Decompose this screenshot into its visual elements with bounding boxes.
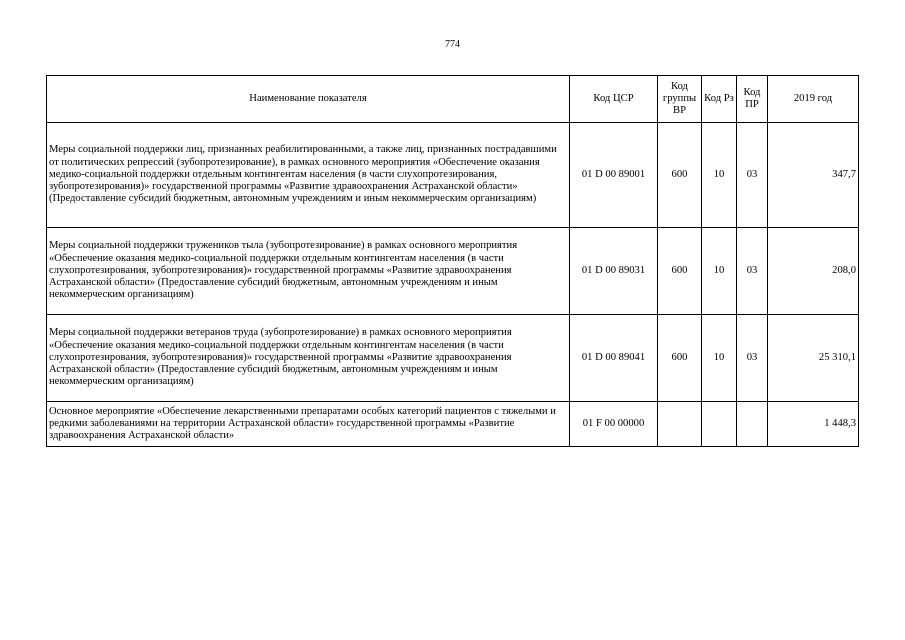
amount-cell: 347,7 (768, 123, 859, 228)
amount-cell: 25 310,1 (768, 315, 859, 402)
indicator-name-cell: Меры социальной поддержки тружеников тыла (зубопротезирование) в рамках основного мероприятия «Обеспечение оказания медико-социальной поддержки отдельным контингентам населения (в части слухопротезирования, зубопротезирования)» государственной программы «Развитие здравоохранения Астраханской области» (Предоставление субсидий бюджетным, автономным учреждениям и иным некоммерческим организациям) (47, 228, 570, 315)
indicator-name-cell: Основное мероприятие «Обеспечение лекарственными препаратами особых категорий пациентов с тяжелыми и редкими заболеваниями на территории Астраханской области» государственной программы «Развитие здравоохранения Астраханской области» (47, 402, 570, 447)
csr-code-cell: 01 D 00 89001 (570, 123, 658, 228)
table-row (47, 228, 859, 315)
header-indicator-name: Наименование показателя (47, 76, 570, 123)
header-pr-code: Код ПР (737, 76, 768, 123)
amount-cell: 208,0 (768, 228, 859, 315)
header-vr-code: Код группы ВР (658, 76, 702, 123)
budget-table (46, 75, 859, 447)
csr-code-cell: 01 D 00 89031 (570, 228, 658, 315)
vr-code-cell (658, 402, 702, 447)
table-row (47, 315, 859, 402)
vr-code-cell: 600 (658, 228, 702, 315)
table-row (47, 123, 859, 228)
vr-code-cell: 600 (658, 123, 702, 228)
indicator-name-cell: Меры социальной поддержки лиц, признанных реабилитированными, а также лиц, признанных пострадавшими от политических репрессий (зубопротезирование), в рамках основного мероприятия «Обеспечение оказания медико-социальной поддержки отдельным контингентам населения (в части слухопротезирования, зубопротезирования)» государственной программы «Развитие здравоохранения Астраханской области» (Предоставление субсидий бюджетным, автономным учреждениям и иным некоммерческим организациям) (47, 123, 570, 228)
header-year-2019: 2019 год (768, 76, 859, 123)
rz-code-cell (702, 402, 737, 447)
page-number: 774 (445, 39, 460, 50)
table-row (47, 402, 859, 447)
csr-code-cell: 01 F 00 00000 (570, 402, 658, 447)
amount-cell: 1 448,3 (768, 402, 859, 447)
rz-code-cell: 10 (702, 315, 737, 402)
pr-code-cell (737, 402, 768, 447)
pr-code-cell: 03 (737, 315, 768, 402)
rz-code-cell: 10 (702, 123, 737, 228)
rz-code-cell: 10 (702, 228, 737, 315)
table-header-row (47, 76, 859, 123)
csr-code-cell: 01 D 00 89041 (570, 315, 658, 402)
header-rz-code: Код Рз (702, 76, 737, 123)
pr-code-cell: 03 (737, 123, 768, 228)
header-csr-code: Код ЦСР (570, 76, 658, 123)
pr-code-cell: 03 (737, 228, 768, 315)
vr-code-cell: 600 (658, 315, 702, 402)
indicator-name-cell: Меры социальной поддержки ветеранов труда (зубопротезирование) в рамках основного мероприятия «Обеспечение оказания медико-социальной поддержки отдельным контингентам населения (в части слухопротезирования, зубопротезирования)» государственной программы «Развитие здравоохранения Астраханской области» (Предоставление субсидий бюджетным, автономным учреждениям и иным некоммерческим организациям) (47, 315, 570, 402)
